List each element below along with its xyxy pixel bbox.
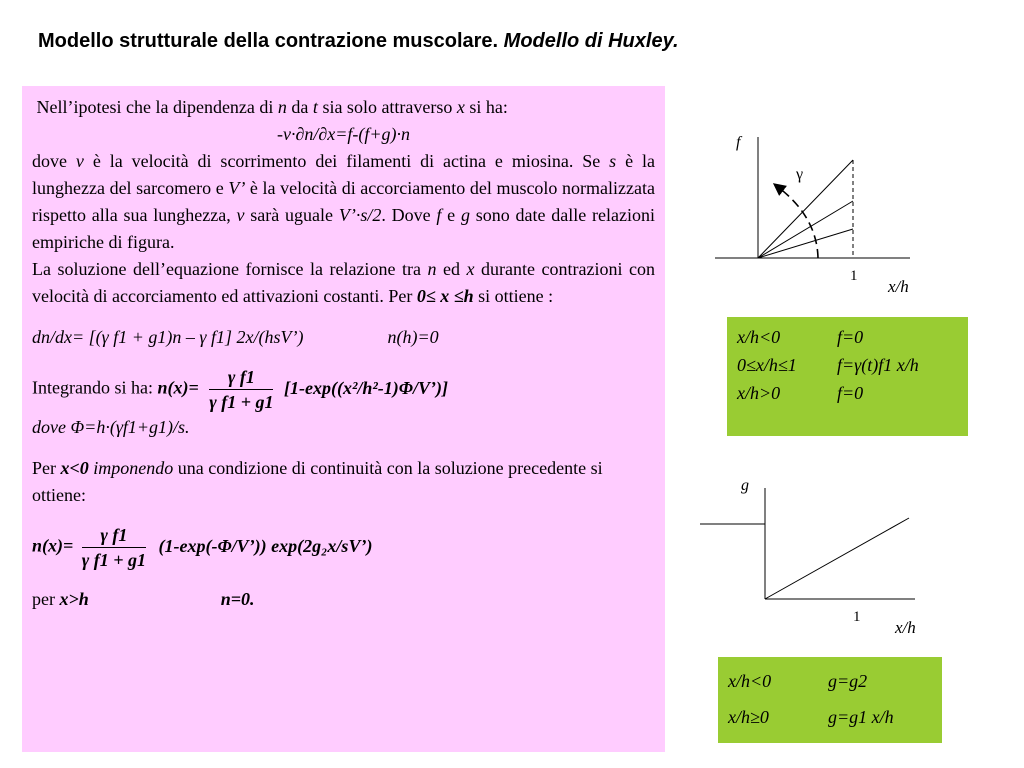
f-ylabel: f [736,134,741,151]
table-f-cell: f=0 [837,382,864,403]
graph-g [695,470,935,640]
table-f-cell: 0≤x/h≤1 [737,354,797,375]
table-f-cell: f=0 [837,326,864,347]
table-g-cell: x/h<0 [728,670,772,691]
solution-2 [32,523,655,572]
integration-label: Integrando si ha: [32,377,158,398]
table-f-row [737,379,968,407]
fraction-2-numerator: γ f1 [82,523,146,548]
integration-lhs: n(x)= [157,377,199,398]
g-linear-segment [765,518,909,599]
title-main: Modello strutturale della contrazione muscolare. [38,30,499,52]
table-g-cell: x/h≥0 [728,706,769,727]
g-xlabel: x/h [895,618,916,637]
ode-boundary: n(h)=0 [387,327,439,347]
phi-definition: dove Φ=h·(γf1+g1)/s. [32,417,190,437]
fraction-2 [82,523,146,572]
gamma-arrow [778,187,818,258]
final-per: per [32,589,60,609]
condition-range: 0≤ x ≤h [416,286,474,306]
final-value: n=0. [220,589,255,609]
solution-2-lhs: n(x)= [32,535,74,556]
table-f-row [737,351,968,379]
final-cond: x>h [59,589,89,609]
paragraph-continuity: Per x<0 imponendo una condizione di continuità con la soluzione precedente si ottiene: [32,458,603,505]
table-f-cell: f=γ(t)f1 x/h [837,354,919,375]
table-g-row [728,699,942,735]
final-condition [32,586,655,613]
fraction-1-denominator: γ f1 + g1 [209,392,274,412]
integration-rhs: [1-exp((x²/h²-1)Φ/V’)] [283,377,448,398]
paragraph-definitions: dove v è la velocità di scorrimento dei filamenti di actina e miosina. Se s è la lunghezza del sarcomero e V’ è la velocità di accorciamento del muscolo normalizzata rispetto alla sua lunghezza, v sarà uguale V’·s/2. Dove f e g sono date dalle relazioni empiriche di figura. [32,151,655,252]
fraction-1-numerator: γ f1 [209,365,273,390]
g-ylabel: g [741,477,749,494]
f-tick-1: 1 [850,268,858,284]
fraction-2-denominator: γ f1 + g1 [81,550,147,570]
g-tick-1: 1 [853,609,861,625]
table-g-cell: g=g2 [828,670,868,691]
ode-equation [32,324,655,351]
paragraph-solution: La soluzione dell’equazione fornisce la relazione tra n ed x durante contrazioni con velocità di accorciamento ed attivazioni costanti. Per 0≤ x ≤h si ottiene : [32,259,655,306]
ode-expression: dn/dx= [(γ f1 + g1)n – γ f1] 2x/(hsV’) [32,327,304,347]
integration-result [32,365,655,414]
fraction-1 [209,365,273,414]
text-box [22,86,665,752]
gamma-label: γ [796,166,804,183]
page-title [38,30,679,53]
table-f-cell: x/h>0 [737,382,781,403]
intro-line: Nell’ipotesi che la dipendenza di n da t sia solo attraverso x si ha: [32,97,508,117]
table-f-cell: x/h<0 [737,326,781,347]
table-g-row [728,663,942,699]
title-sub: Modello di Huxley. [503,30,679,52]
table-f-row [737,323,968,351]
table-g-cell: g=g1 x/h [828,706,894,727]
equation-1: -v·∂n/∂x=f-(f+g)·n [276,124,411,144]
table-f [727,317,968,436]
f-xlabel: x/h [888,277,909,296]
solution-2-rhs: (1-exp(-Φ/V’)) exp(2g₂x/sV’) [158,535,373,556]
graph-f [700,125,930,300]
table-g [718,657,942,743]
